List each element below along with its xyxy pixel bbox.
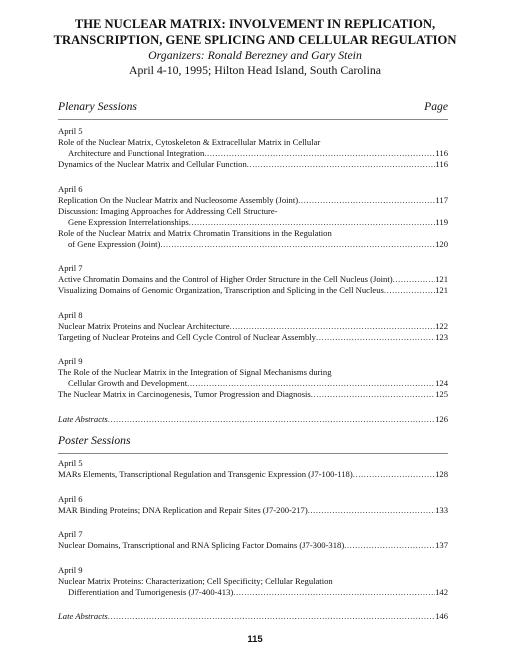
- toc-entry[interactable]: [58, 389, 448, 400]
- late-abstracts-label: Late Abstracts: [58, 413, 108, 424]
- dot-leader: [233, 587, 435, 598]
- toc-entry[interactable]: [58, 195, 448, 206]
- poster-rule: [58, 453, 448, 454]
- toc-entry[interactable]: [58, 505, 448, 516]
- session-date: April 9: [58, 564, 83, 575]
- toc-entry[interactable]: [58, 332, 448, 343]
- dot-leader: [230, 321, 436, 332]
- dot-leader: [353, 469, 435, 480]
- title-line-1: THE NUCLEAR MATRIX: INVOLVEMENT IN REPLICATION,: [74, 17, 436, 31]
- toc-entry-title: The Nuclear Matrix in Carcinogenesis, Tumor Progression and Diagnosis: [58, 389, 311, 400]
- page-column-heading: Page: [424, 100, 448, 113]
- title-line-2: TRANSCRIPTION, GENE SPLICING AND CELLULAR REGULATION: [53, 33, 457, 47]
- toc-entry[interactable]: [58, 137, 448, 159]
- toc-entry-title: Active Chromatin Domains and the Control of Higher Order Structure in the Cell Nucleus (Joint): [58, 274, 393, 285]
- dot-leader: [316, 332, 435, 343]
- session-date: April 9: [58, 356, 83, 367]
- toc-page-number: 123: [435, 331, 448, 342]
- toc-page-number: 133: [435, 504, 448, 515]
- late-abstracts-label: Late Abstracts: [58, 611, 108, 622]
- toc-entry-title-line: Nuclear Matrix Proteins: Characterization; Cell Specificity; Cellular Regulation: [58, 575, 333, 586]
- late-abstracts-page: 126: [435, 413, 448, 424]
- toc-date-group: [58, 458, 448, 480]
- session-date: April 6: [58, 183, 83, 194]
- plenary-toc: [58, 126, 448, 425]
- toc-entry-title-line: Role of the Nuclear Matrix, Cytoskeleton & Extracellular Matrix in Cellular: [58, 137, 321, 147]
- toc-entry-title: Differentiation and Tumorigenesis (J7-400-413): [68, 586, 234, 597]
- toc-entry-title: Dynamics of the Nuclear Matrix and Cellular Function: [58, 159, 247, 169]
- toc-entry-title: of Gene Expression (Joint): [68, 238, 161, 249]
- toc-entry[interactable]: [58, 228, 448, 250]
- toc-entry-title: Replication On the Nuclear Matrix and Nucleosome Assembly (Joint): [58, 194, 299, 205]
- toc-entry[interactable]: [58, 274, 448, 285]
- toc-date-group: [58, 310, 448, 343]
- dot-leader: [204, 148, 435, 159]
- toc-date-group: [58, 184, 448, 250]
- toc-date-group: [58, 263, 448, 296]
- toc-page-number: 125: [435, 389, 448, 400]
- late-abstracts-page: 146: [435, 611, 448, 622]
- session-date: April 8: [58, 309, 83, 320]
- dot-leader: [344, 540, 435, 551]
- toc-page-number: 121: [435, 274, 448, 285]
- toc-page-number: 128: [435, 469, 448, 479]
- toc-entry[interactable]: [58, 159, 448, 170]
- toc-page-number: 124: [435, 378, 448, 389]
- dot-leader: [298, 195, 435, 206]
- toc-date-group: [58, 356, 448, 400]
- toc-date-group: [58, 529, 448, 551]
- session-date: April 7: [58, 529, 83, 540]
- toc-entry[interactable]: [58, 285, 448, 296]
- organizers: Organizers: Ronald Berezney and Gary Stein: [148, 48, 362, 62]
- dot-leader: [393, 274, 436, 285]
- document-header: [0, 16, 510, 78]
- late-abstracts-entry[interactable]: [58, 414, 448, 425]
- toc-entry-title: Cellular Growth and Development: [68, 378, 188, 389]
- toc-entry-title: Nuclear Domains, Transcriptional and RNA Splicing Factor Domains (J7-300-318): [58, 540, 345, 551]
- toc-entry[interactable]: [58, 469, 448, 480]
- late-abstracts-entry[interactable]: [58, 611, 448, 622]
- dot-leader: [247, 159, 436, 170]
- toc-entry[interactable]: [58, 540, 448, 551]
- toc-entry-title: Targeting of Nuclear Proteins and Cell Cycle Control of Nuclear Assembly: [58, 331, 316, 342]
- toc-entry-title-line: Role of the Nuclear Matrix and Matrix Chromatin Transitions in the Regulation: [58, 227, 332, 238]
- toc-entry-title-line: The Role of the Nuclear Matrix in the Integration of Signal Mechanisms during: [58, 367, 332, 378]
- dot-leader: [108, 414, 435, 425]
- toc-page-number: 122: [435, 320, 448, 331]
- toc-entry[interactable]: [58, 206, 448, 228]
- toc-entry-title: Visualizing Domains of Genomic Organization, Transcription and Splicing in the Cell Nucleus: [58, 285, 384, 296]
- session-date: April 5: [58, 126, 83, 136]
- toc-entry-title: MAR Binding Proteins; DNA Replication and Repair Sites (J7-200-217): [58, 504, 308, 515]
- session-date: April 6: [58, 493, 83, 504]
- toc-date-group: [58, 565, 448, 598]
- toc-date-group: [58, 126, 448, 170]
- poster-toc: [58, 458, 448, 622]
- dot-leader: [189, 217, 436, 228]
- session-date: April 5: [58, 458, 83, 468]
- session-date: April 7: [58, 263, 83, 274]
- dot-leader: [160, 239, 435, 250]
- toc-page-number: 117: [435, 194, 448, 205]
- page-number: 115: [247, 634, 263, 645]
- toc-entry[interactable]: [58, 321, 448, 332]
- toc-entry-title: Nuclear Matrix Proteins and Nuclear Architecture: [58, 320, 230, 331]
- toc-entry-title: Gene Expression Interrelationships: [68, 216, 189, 227]
- toc-page-number: 121: [435, 285, 448, 296]
- plenary-rule: [58, 119, 448, 120]
- toc-entry-title-line: Discussion: Imaging Approaches for Addressing Cell Structure-: [58, 205, 278, 216]
- toc-page-number: 142: [435, 586, 448, 597]
- poster-heading-row: [58, 434, 448, 447]
- dot-leader: [384, 285, 435, 296]
- dot-leader: [308, 505, 435, 516]
- toc-date-group: [58, 494, 448, 516]
- toc-page-number: 116: [435, 159, 448, 169]
- toc-entry-title: Architecture and Functional Integration: [68, 148, 205, 158]
- meeting-dates: April 4-10, 1995; Hilton Head Island, South Carolina: [129, 63, 381, 77]
- dot-leader: [187, 378, 435, 389]
- plenary-heading: Plenary Sessions: [58, 100, 137, 113]
- toc-entry[interactable]: [58, 576, 448, 598]
- toc-entry-title: MARs Elements, Transcriptional Regulation and Transgenic Expression (J7-100-118): [58, 469, 353, 479]
- toc-page-number: 120: [435, 238, 448, 249]
- toc-entry[interactable]: [58, 367, 448, 389]
- toc-page-number: 137: [435, 540, 448, 551]
- toc-page-number: 116: [435, 148, 448, 158]
- dot-leader: [108, 611, 435, 622]
- toc-page-number: 119: [435, 216, 448, 227]
- plenary-heading-row: [58, 100, 448, 113]
- poster-heading: Poster Sessions: [58, 434, 131, 447]
- dot-leader: [311, 389, 435, 400]
